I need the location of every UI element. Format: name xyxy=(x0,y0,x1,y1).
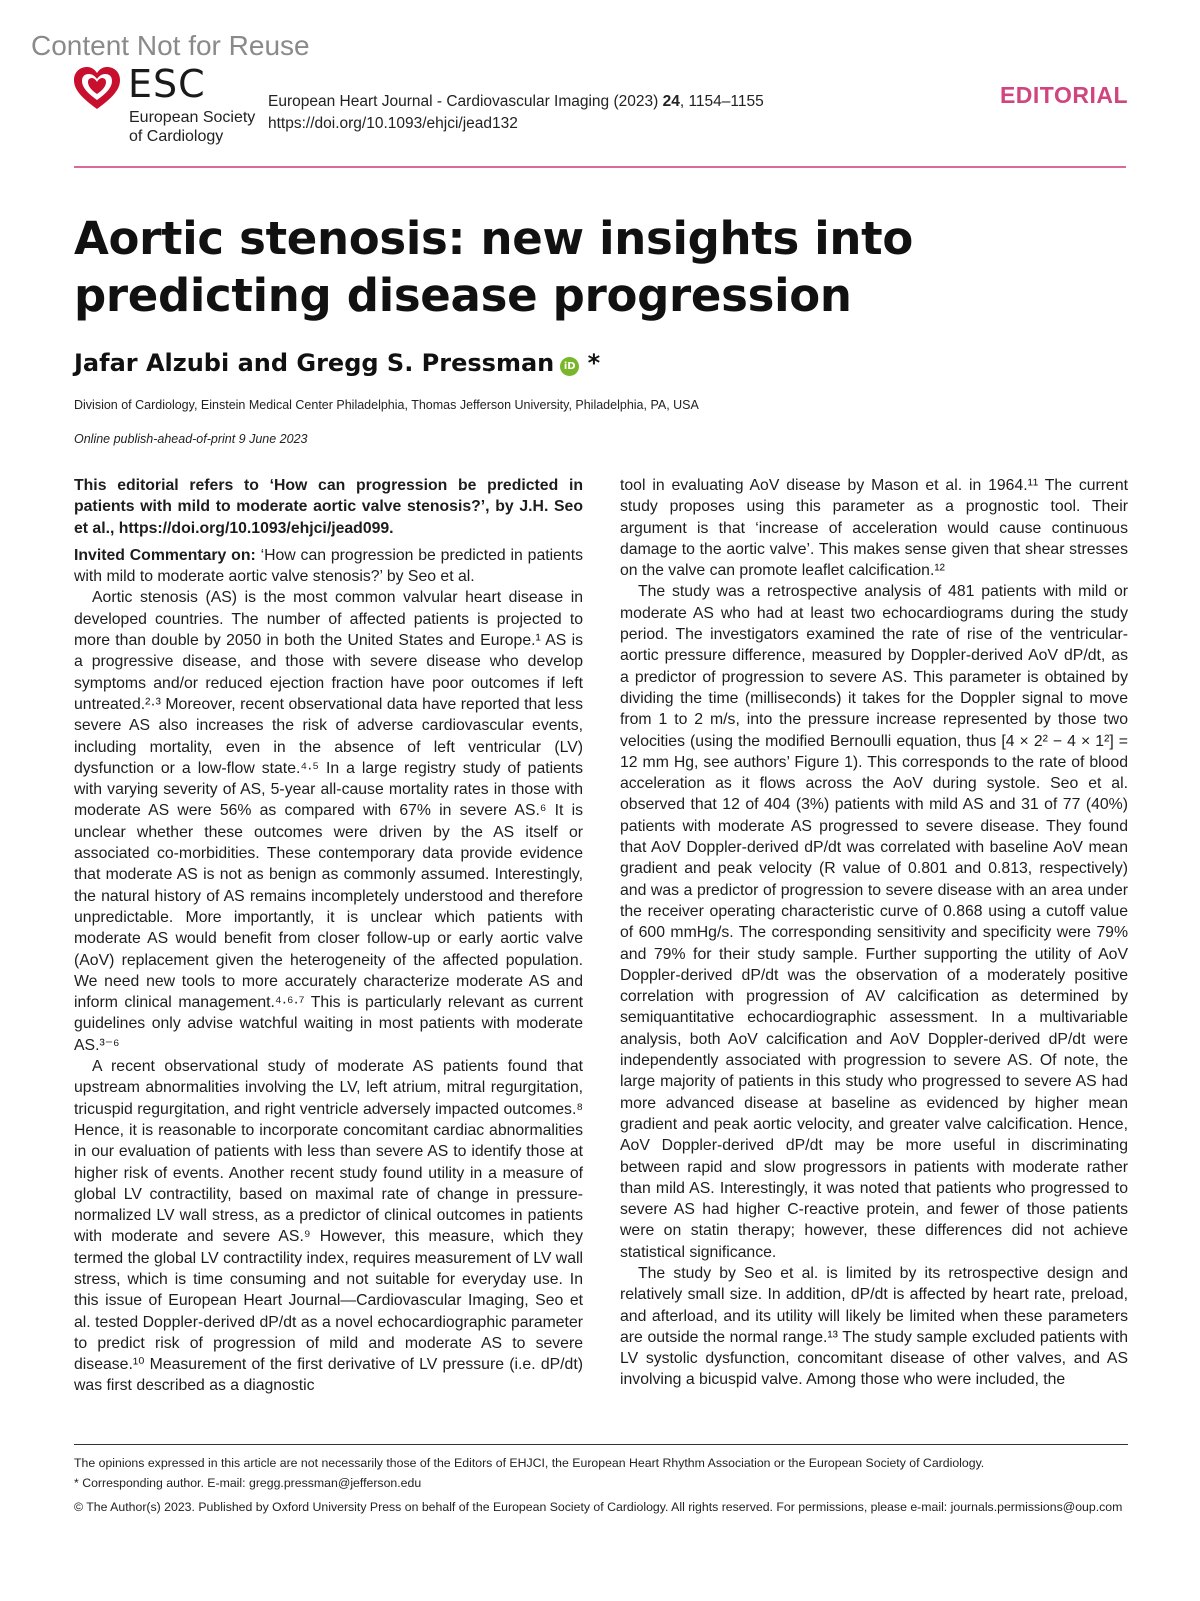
invited-label: Invited Commentary on: xyxy=(74,546,256,564)
logo-name xyxy=(129,108,255,146)
logo-line-2: of Cardiology xyxy=(129,128,224,145)
logo-abbreviation: ESC xyxy=(128,62,206,106)
authors-line xyxy=(74,349,600,377)
logo-line-1: European Society xyxy=(129,109,256,126)
footer-corresponding: * Corresponding author. E-mail: gregg.pressman@jefferson.edu xyxy=(74,1476,422,1490)
left-column xyxy=(74,475,583,1397)
refers-note: This editorial refers to ‘How can progression be predicted in patients with mild to moderate aortic valve stenosis?’, by J.H. Seo et al., https://doi.org/10.1093/ehjci/jead099. xyxy=(74,477,583,537)
footer-divider xyxy=(74,1444,1128,1445)
paragraph: A recent observational study of moderate AS patients found that upstream abnormalities involving the LV, left atrium, mitral regurgitation, tricuspid regurgitation, and right ventricle adversely impacted outcomes.⁸ Hence, it is reasonable to incorporate concomitant cardiac abnormalities in our evaluation of patients with less than severe AS to identify those at higher risk of events. Another recent study found utility in a measure of global LV contractility, based on maximal rate of change in pressure-normalized LV wall stress, as a predictor of clinical outcomes in patients with moderate and severe AS.⁹ However, this measure, which they termed the global LV contractility index, requires measurement of LV wall stress, which is time consuming and not suitable for everyday use. In this issue of European Heart Journal—Cardiovascular Imaging, Seo et al. tested Doppler-derived dP/dt as a novel echocardiographic parameter to predict risk of progression of mild and moderate AS to severe disease.¹⁰ Measurement of the first derivative of LV pressure (i.e. dP/dt) was first described as a diagnostic xyxy=(74,1058,583,1395)
esc-logo xyxy=(72,62,272,146)
journal-citation: European Heart Journal - Cardiovascular Imaging (2023) 24, 1154–1155 xyxy=(268,93,764,110)
footer-opinion: The opinions expressed in this article are not necessarily those of the Editors of EHJCI, the European Heart Rhythm Association or the European Society of Cardiology. xyxy=(74,1456,985,1470)
corresponding-mark: * xyxy=(587,349,601,377)
paragraph: The study was a retrospective analysis of 481 patients with mild or moderate AS who had at least two echocardiograms during the study period. The investigators examined the rate of rise of the ventricular-aortic pressure difference, measured by Doppler-derived AoV dP/dt, as a predictor of progression to severe AS. This parameter is obtained by dividing the time (milliseconds) it takes for the Doppler signal to move from 1 to 2 m/s, into the pressure increase represented by those two velocities (using the modified Bernoulli equation, thus [4 × 2² − 4 × 1²] = 12 mm Hg, see authors’ Figure 1). This corresponds to the rate of blood acceleration as it flows across the AoV during systole. Seo et al. observed that 12 of 404 (3%) patients with mild AS and 31 of 77 (40%) patients with moderate AS progressed to severe disease. They found that AoV Doppler-derived dP/dt was correlated with baseline AoV mean gradient and peak velocity (R value of 0.801 and 0.813, respectively) and was a predictor of progression to severe disease with an area under the receiver operating characteristic curve of 0.868 using a cutoff value of 600 mmHg/s. The corresponding sensitivity and specificity were 79% and 79% for their study sample. Further supporting the utility of AoV Doppler-derived dP/dt was the observation of a moderately positive correlation with progression of AV calcification as determined by semiquantitative echocardiographic assessment. In a multivariable analysis, both AoV calcification and AoV Doppler-derived dP/dt were independently associated with progression to severe AS. Of note, the large majority of patients in this study who progressed to severe AS had more advanced disease at baseline as evidenced by higher mean gradient and peak aortic velocity, and greater valve calcification. Hence, AoV Doppler-derived dP/dt may be more useful in discriminating between rapid and slow progressors in patients with moderate rather than mild AS. Interestingly, it was noted that patients who progressed to severe AS had higher C-reactive protein, and fewer of those patients were on statin therapy; however, these differences did not achieve statistical significance. xyxy=(620,583,1128,1261)
doi-link[interactable]: https://doi.org/10.1093/ehjci/jead132 xyxy=(268,115,518,132)
invited-commentary xyxy=(74,545,583,588)
orcid-icon[interactable]: iD xyxy=(560,357,579,376)
paragraph: Aortic stenosis (AS) is the most common valvular heart disease in developed countries. The number of affected patients is projected to more than double by 2050 in both the United States and Europe.¹ AS is a progressive disease, and those with severe disease who develop symptoms and/or reduced ejection fraction have poor outcomes if left untreated.²·³ Moreover, recent observational data have reported that less severe AS also increases the risk of adverse cardiovascular events, including mortality, even in the absence of left ventricular (LV) dysfunction or a low-flow state.⁴·⁵ In a large registry study of patients with varying severity of AS, 5-year all-cause mortality rates in those with moderate AS were 56% as compared with 67% in severe AS.⁶ It is unclear whether these outcomes were driven by the AS itself or associated co-morbidities. These contemporary data provide evidence that moderate AS is not as benign as commonly assumed. Interestingly, the natural history of AS remains incompletely understood and therefore unpredictable. More importantly, it is unclear which patients with moderate AS would benefit from closer follow-up or early aortic valve (AoV) replacement given the heterogeneity of the affected population. We need new tools to more accurately characterize moderate AS and inform clinical management.⁴·⁶·⁷ This is particularly relevant as current guidelines only advise watchful waiting in most patients with moderate AS.³⁻⁶ xyxy=(74,589,583,1054)
paragraph: The study by Seo et al. is limited by its retrospective design and relatively small size. In addition, dP/dt is affected by heart rate, preload, and afterload, and its utility will likely be limited when these parameters are outside the normal range.¹³ The study sample excluded patients with LV systolic dysfunction, concomitant disease of other valves, and AS involving a bicuspid valve. Among those who were included, the xyxy=(620,1264,1128,1389)
header-divider xyxy=(74,166,1126,168)
affiliation: Division of Cardiology, Einstein Medical Center Philadelphia, Thomas Jefferson University, Philadelphia, PA, USA xyxy=(74,398,699,412)
publication-date: Online publish-ahead-of-print 9 June 2023 xyxy=(74,432,308,446)
watermark: Content Not for Reuse xyxy=(31,30,310,61)
paragraph: tool in evaluating AoV disease by Mason et al. in 1964.¹¹ The current study proposes using this parameter as a prognostic tool. Their argument is that ‘increase of acceleration would cause continuous damage to the aortic valve’. This makes sense given that shear stresses on the valve can promote leaflet calcification.¹² xyxy=(620,477,1128,580)
article-title: Aortic stenosis: new insights into predicting disease progression xyxy=(74,212,913,322)
heart-logo-icon xyxy=(72,66,122,112)
right-column xyxy=(620,475,1128,1391)
invited-text: ‘How can progression be predicted in patients with mild to moderate aortic valve stenosis?’ by Seo et al. xyxy=(74,546,583,586)
footer-copyright: © The Author(s) 2023. Published by Oxford University Press on behalf of the European Society of Cardiology. All rights reserved. For permissions, please e-mail: journals.permissions@oup.com xyxy=(74,1500,1123,1514)
author-names: Jafar Alzubi and Gregg S. Pressman xyxy=(74,349,555,377)
section-label: EDITORIAL xyxy=(999,82,1128,108)
